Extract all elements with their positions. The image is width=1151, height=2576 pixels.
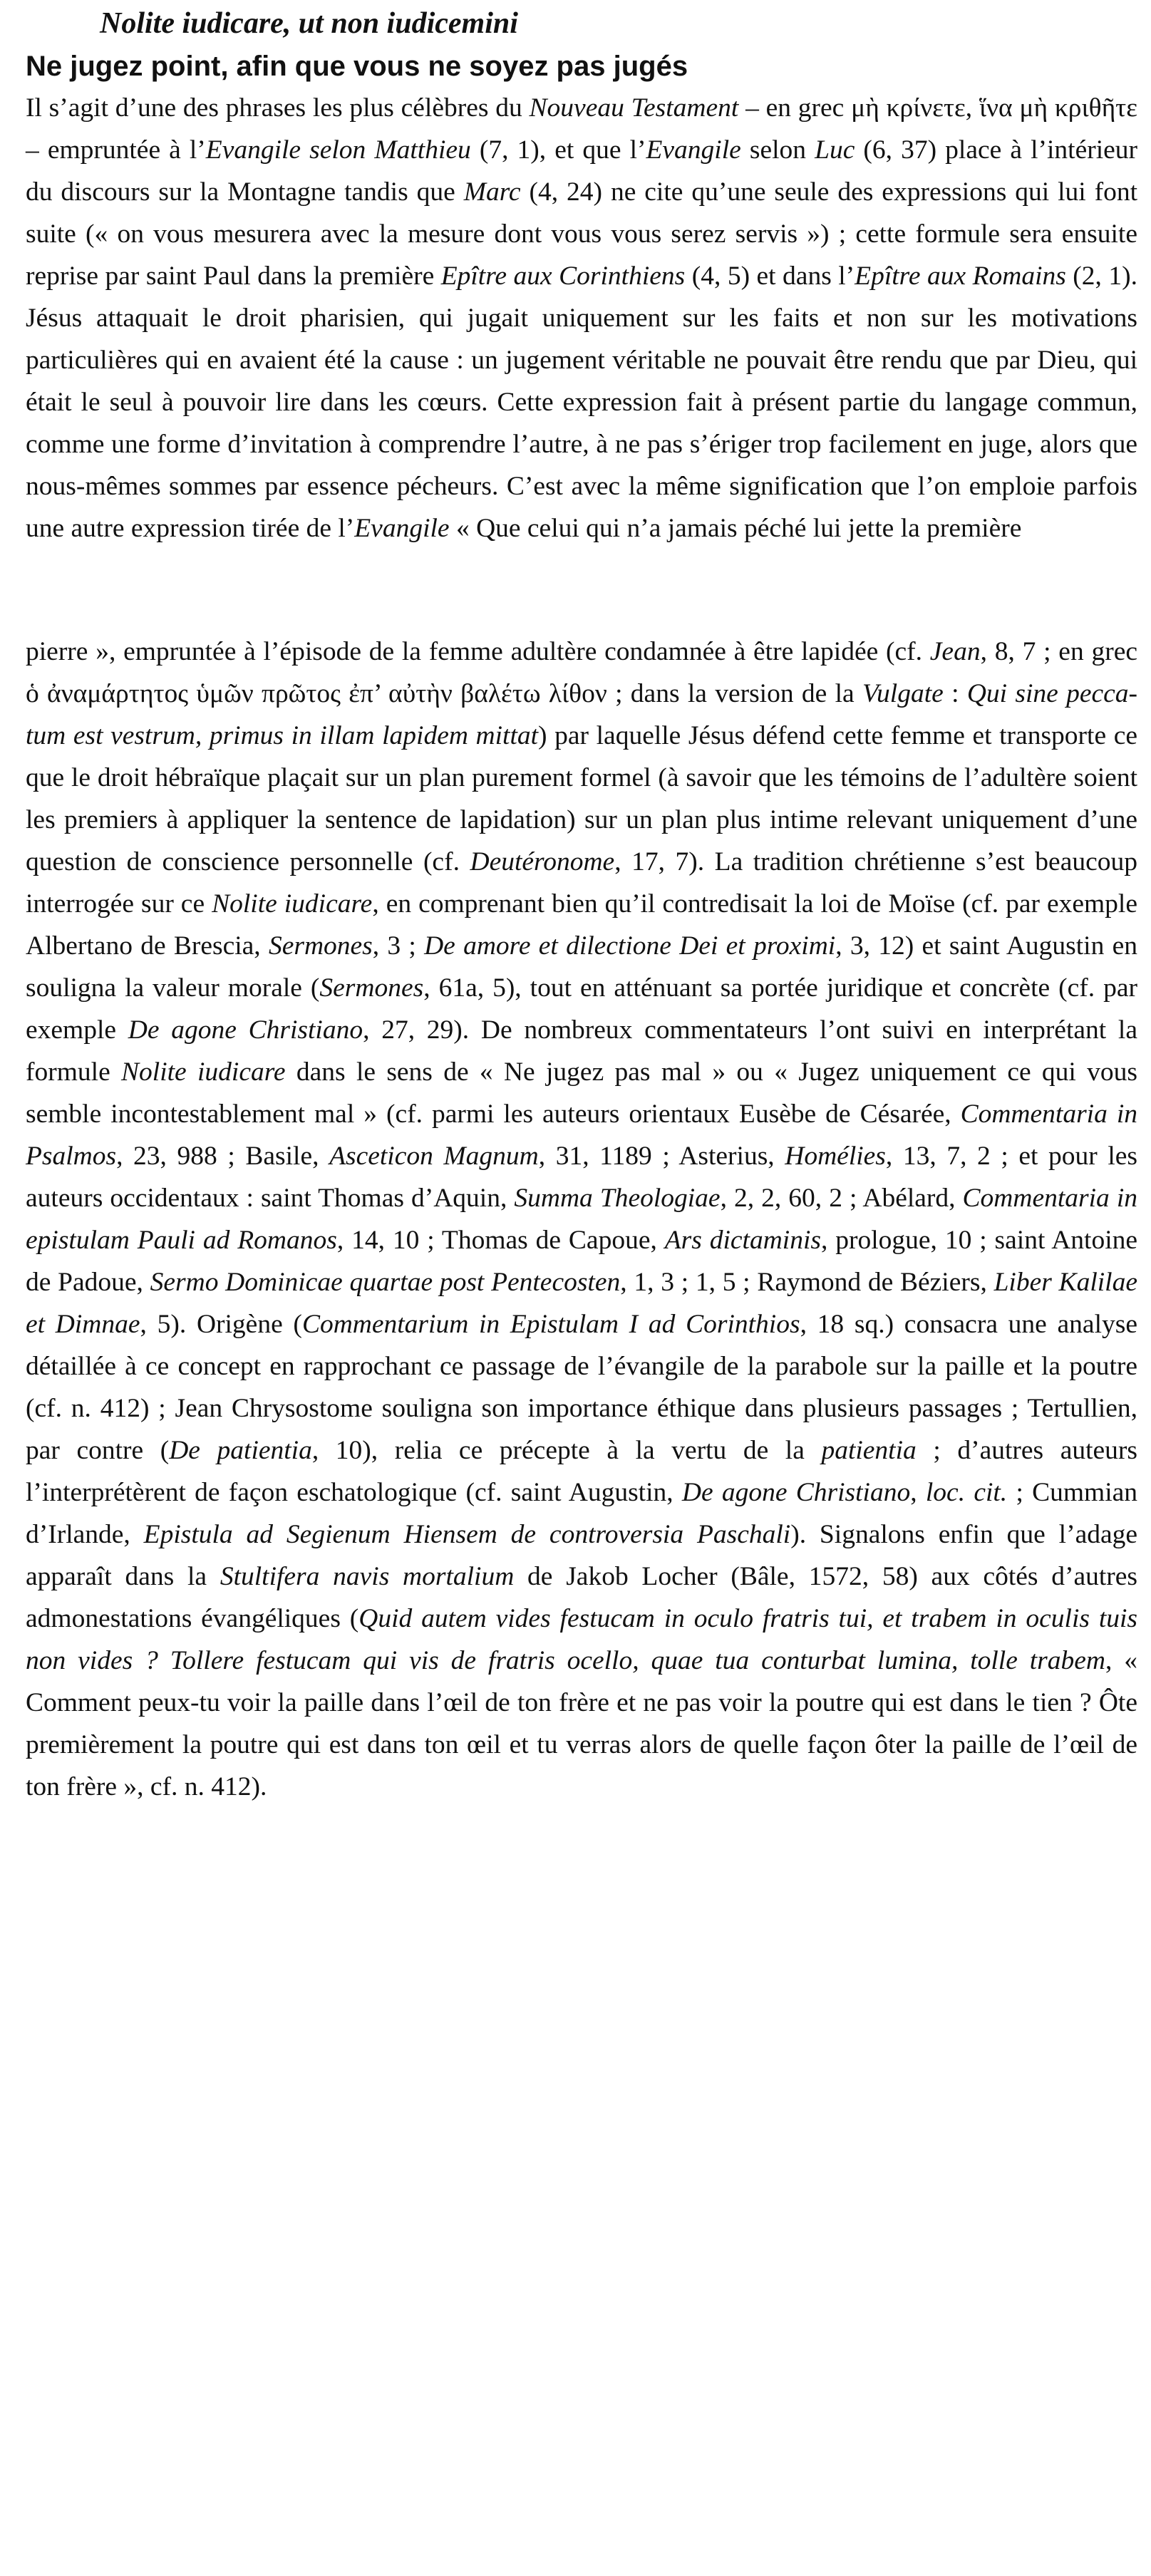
- text-run: (4, 24) ne cite qu’une seule des expressions qui lui font suite (« on vous mesurera avec la mesure dont vous vous serez servis ») ; cette formule sera ensuite reprise par saint Paul dans la première: [26, 177, 1138, 291]
- italic-run: Luc: [815, 135, 855, 165]
- text-run: de Jakob Locher (Bâle, 1572, 58) aux côtés d’autres admonestations évangéliques (: [26, 1562, 1138, 1633]
- italic-run: Deutéronome: [470, 847, 615, 876]
- text-run: ; d’autres auteurs l’interprétèrent de façon eschatologique (cf. saint Augustin,: [26, 1436, 1137, 1507]
- italic-run: Epistula ad Segienum Hiensem de controversia Paschali: [143, 1520, 791, 1549]
- italic-run: De agone Christiano: [128, 1015, 363, 1045]
- text-run: , en comprenant bien qu’il contredisait la loi de Moïse (cf. par exemple Albertano de Brescia,: [26, 889, 1137, 961]
- text-run: , 8, 7 ; en grec ὁ ἀναμάρτητος ὑμῶν πρῶτος ἐπ’ αὐτὴν βαλέτω λίθον ; dans la version de la: [26, 637, 1137, 708]
- text-run: :: [943, 679, 967, 708]
- italic-run: Sermones: [268, 931, 373, 961]
- text-run: selon: [740, 135, 815, 165]
- italic-run: Evangile: [354, 514, 450, 543]
- text-run: , 31, 1189 ; Asterius,: [538, 1142, 785, 1171]
- text-run: , « Comment peux-tu voir la paille dans l’œil de ton frère et ne pas voir la poutre qui est dans le tien ? Ôte premièrement la poutre qui est dans ton œil et tu verras alors de quelle façon ôter la paille de l’œil de ton frère », cf. n. 412).: [26, 1646, 1138, 1801]
- italic-run: Ars dictaminis: [664, 1226, 821, 1255]
- italic-run: Stultifera navis mortalium: [220, 1562, 515, 1591]
- text-run: pierre », empruntée à l’épisode de la femme adultère condamnée à être lapidée (cf.: [26, 637, 930, 666]
- italic-run: De agone Christiano: [681, 1478, 911, 1507]
- italic-run: Sermones: [319, 973, 424, 1003]
- text-run: (6, 37) place à l’intérieur du discours sur la Montagne tandis que: [26, 135, 1138, 207]
- italic-run: De amore et dilectione Dei et proximi: [424, 931, 836, 961]
- text-run: , 18 sq.) consacra une analyse détaillée à ce concept en rapprochant ce passage de l’évangile de la parabole sur la paille et la poutre (cf. n. 412) ; Jean Chrysostome souligna son importance éthique dans plusieurs passages ; Tertullien, par contre (: [26, 1310, 1137, 1465]
- text-run: , 61a, 5), tout en atténuant sa portée juridique et concrète (cf. par exemple: [26, 973, 1137, 1045]
- text-run: – en grec μὴ κρίνετε, ἵνα μὴ κριθῆτε – empruntée à l’: [26, 93, 1137, 165]
- column-gap: [26, 549, 1137, 631]
- italic-run: Epître aux Romains: [855, 262, 1066, 291]
- text-run: , 3 ;: [372, 931, 425, 961]
- italic-run: Commentaria in Psalmos: [26, 1100, 1137, 1171]
- italic-run: Nouveau Testament: [529, 93, 739, 123]
- text-run: (7, 1), et que l’: [470, 135, 646, 165]
- italic-run: Evangile: [646, 135, 741, 165]
- body-paragraph-1: [26, 87, 1137, 549]
- text-run: dans le sens de « Ne jugez pas mal » ou « Jugez uniquement ce qui vous semble incontestablement mal » (cf. parmi les auteurs orientaux Eusèbe de Césarée,: [26, 1057, 1138, 1129]
- text-run: ). Signalons enfin que l’adage apparaît dans la: [26, 1520, 1138, 1591]
- text-run: « Que celui qui n’a jamais péché lui jette la première: [449, 514, 1022, 543]
- italic-run: Commentaria in epistulam Pauli ad Romanos: [26, 1184, 1137, 1255]
- italic-run: Nolite iudicare: [121, 1057, 286, 1087]
- italic-run: Homélies: [785, 1142, 886, 1171]
- text-run: , 17, 7). La tradition chrétienne s’est beaucoup interrogée sur ce: [26, 847, 1137, 919]
- italic-run: Qui sine peccatum est vestrum, primus in illam lapidem mittat: [26, 679, 1137, 750]
- text-run: , 2, 2, 60, 2 ; Abélard,: [720, 1184, 963, 1213]
- text-run: , 1, 3 ; 1, 5 ; Raymond de Béziers,: [620, 1268, 994, 1297]
- text-run: , prologue, 10 ; saint Antoine de Padoue,: [26, 1226, 1138, 1297]
- text-run: ) par laquelle Jésus défend cette femme et transporte ce que le droit hébraïque plaçait sur un plan purement formel (à savoir que les témoins de l’adultère soient les premiers à appliquer la sentence de lapidation) sur un plan plus intime relevant uniquement d’une question de conscience personnelle (cf.: [26, 721, 1137, 876]
- text-run: , 5). Origène (: [140, 1310, 302, 1339]
- italic-run: Evangile selon Matthieu: [205, 135, 471, 165]
- text-run: , 23, 988 ; Basile,: [116, 1142, 330, 1171]
- italic-run: Commentarium in Epistulam I ad Corinthios: [301, 1310, 800, 1339]
- text-run: , 27, 29). De nombreux commentateurs l’ont suivi en interprétant la formule: [26, 1015, 1137, 1087]
- entry-title-french: Ne jugez point, afin que vous ne soyez pas jugés: [26, 51, 688, 82]
- italic-run: Asceticon Magnum: [329, 1142, 539, 1171]
- italic-run: Quid autem vides festucam in oculo fratris tui, et trabem in oculis tuis non vides ? Tollere festucam qui vis de fratris ocello, quae tua conturbat lumina, tolle trabem: [26, 1604, 1138, 1675]
- italic-run: Marc: [463, 177, 521, 207]
- text-run: , 3, 12) et saint Augustin en souligna la valeur morale (: [26, 931, 1137, 1003]
- text-run: Il s’agit d’une des phrases les plus célèbres du: [26, 93, 530, 123]
- text-run: ; Cummian d’Irlande,: [26, 1478, 1138, 1549]
- text-run: , 14, 10 ; Thomas de Capoue,: [336, 1226, 665, 1255]
- text-run: (4, 5) et dans l’: [685, 262, 855, 291]
- italic-run: Jean: [929, 637, 981, 666]
- text-run: , 13, 7, 2 ; et pour les auteurs occidentaux : saint Thomas d’Aquin,: [26, 1142, 1138, 1213]
- italic-run: Nolite iudicare: [212, 889, 373, 919]
- italic-run: De patientia: [169, 1436, 312, 1465]
- text-run: , 10), relia ce précepte à la vertu de la: [311, 1436, 822, 1465]
- body-paragraph-2: [26, 631, 1137, 1808]
- italic-run: Sermo Dominicae quartae post Pentecosten: [150, 1268, 621, 1297]
- italic-run: Vulgate: [862, 679, 944, 708]
- text-run: ,: [910, 1478, 926, 1507]
- dictionary-page: [26, 0, 1137, 1808]
- italic-run: Epître aux Corinthiens: [440, 262, 686, 291]
- italic-run: patientia: [821, 1436, 917, 1465]
- entry-title-latin: Nolite iudicare, ut non iudicemini: [100, 7, 518, 40]
- text-run: (2, 1). Jésus attaquait le droit pharisien, qui jugait uniquement sur les faits et non sur les motivations particulières qui en avaient été la cause : un jugement véritable ne pouvait être rendu que par Dieu, qui était le seul à pouvoir lire dans les cœurs. Cette expression fait à présent partie du langage commun, comme une forme d’invitation à comprendre l’autre, à ne pas s’ériger trop facilement en juge, alors que nous-mêmes sommes par essence pécheurs. C’est avec la même signification que l’on emploie parfois une autre expression tirée de l’: [26, 262, 1138, 543]
- italic-run: loc. cit.: [925, 1478, 1008, 1507]
- italic-run: Summa Theologiae: [514, 1184, 721, 1213]
- italic-run: Liber Kalilae et Dimnae: [26, 1268, 1137, 1339]
